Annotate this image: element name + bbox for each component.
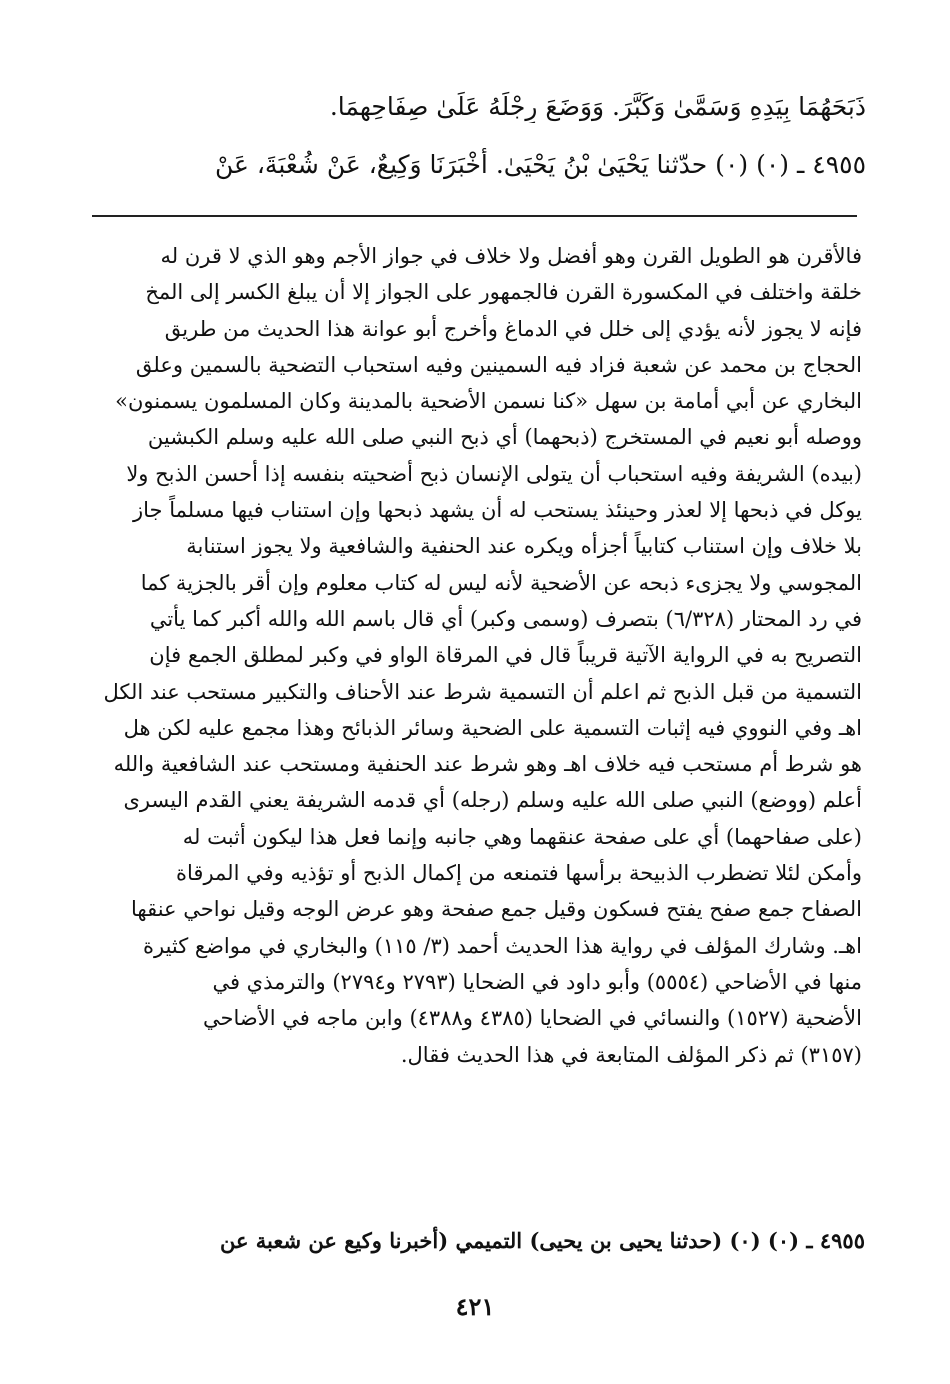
commentary-line: فالأقرن هو الطويل القرن وهو أفضل ولا خلاف في جواز الأجم وهو الذي لا قرن له — [160, 244, 862, 268]
commentary-line: (٣١٥٧) ثم ذكر المؤلف المتابعة في هذا الحديث فقال. — [400, 1042, 862, 1067]
commentary-line: خلقة واختلف في المكسورة القرن فالجمهور على الجواز إلا أن يبلغ الكسر إلى المخ — [145, 280, 862, 305]
commentary-line: هو شرط أم مستحب فيه خلاف اهـ وهو شرط عند الحنفية ومستحب عند الشافعية والله — [113, 752, 862, 777]
commentary-line: التصريح به في الرواية الآتية قريباً قال في المرقاة الواو في وكبر لمطلق الجمع فإن — [149, 643, 862, 668]
commentary-line: فإنه لا يجوز لأنه يؤدي إلى خلل في الدماغ وأخرج أبو عوانة هذا الحديث من طريق — [164, 316, 862, 341]
commentary-line: اهـ وفي النووي فيه إثبات التسمية على الضحية وسائر الذبائح وهذا مجمع عليه لكن هل — [123, 715, 862, 740]
commentary-line: الصفاح جمع صفح يفتح فسكون وقيل جمع صفحة وهو عرض الوجه وقيل نواحي عنقها — [131, 897, 862, 922]
commentary-line: في رد المحتار (٦/٣٢٨) بتصرف (وسمى وكبر) أي قال باسم الله والله أكبر كما يأتي — [149, 606, 862, 631]
commentary-line: التسمية من قبل الذبح ثم اعلم أن التسمية شرط عند الأحناف والتكبير مستحب عند الكل — [103, 679, 862, 704]
commentary-line: البخاري عن أبي أمامة بن سهل «كنا نسمن الأضحية بالمدينة وكان المسلمون يسمنون» — [115, 389, 862, 414]
commentary-line: وأمكن لئلا تضطرب الذبيحة برأسها فتمنعه من إكمال الذبح أو تؤذيه وفي المرقاة — [176, 861, 862, 886]
commentary-line: الحجاج بن محمد عن شعبة فزاد فيه السمينين وفيه استحباب التضحية بالسمين وعلق — [135, 352, 862, 377]
commentary-line: يوكل في ذبحها إلا لعذر وحينئذ يستحب له أن يشهد ذبحها وإن استناب فيها مسلماً جاز — [133, 498, 862, 523]
commentary-line: (بيده) الشريفة وفيه استحباب أن يتولى الإنسان ذبح أضحيته بنفسه إذا أحسن الذبح ولا — [126, 461, 862, 486]
hadith-text-line-2: ٤٩٥٥ ـ (٠) (٠) حدّثنا يَحْيَىٰ بْنُ يَحْيَىٰ. أَخْبَرَنَا وَكِيعٌ، عَنْ شُعْبَةَ، عَنْ — [214, 150, 866, 179]
separator-line — [92, 215, 857, 217]
commentary-line: (على صفاحهما) أي على صفحة عنقهما وهي جانبه وإنما فعل هذا ليكون أثبت له — [182, 824, 862, 849]
page-number: ٤٢١ — [455, 1292, 495, 1321]
commentary-line: اهـ. وشارك المؤلف في رواية هذا الحديث أحمد (٣/ ١١٥) والبخاري في مواضع كثيرة — [142, 933, 862, 958]
commentary-line: الأضحية (١٥٢٧) والنسائي في الضحايا (٤٣٨٥ و٤٣٨٨) وابن ماجه في الأضاحي — [203, 1006, 862, 1031]
commentary-line: ووصله أبو نعيم في المستخرج (ذبحهما) أي ذبح النبي صلى الله عليه وسلم الكبشين — [147, 425, 862, 450]
next-hadith-heading: ٤٩٥٥ ـ (٠) (٠) (حدثنا يحيى بن يحيى) التميمي (أخبرنا وكيع عن شعبة عن — [219, 1228, 865, 1253]
commentary-line: المجوسي ولا يجزىء ذبحه عن الأضحية لأنه ليس له كتاب معلوم وإن أقر بالجزية كما — [140, 570, 862, 595]
commentary-line: منها في الأضاحي (٥٥٥٤) وأبو داود في الضحايا (٢٧٩٣ و٢٧٩٤) والترمذي في — [212, 969, 862, 994]
commentary-block — [92, 238, 862, 1073]
commentary-line: بلا خلاف وإن استناب كتابياً أجزأه ويكره عند الحنفية والشافعية ولا يجوز استنابة — [186, 534, 862, 559]
commentary-line: أعلم (ووضع) النبي صلى الله عليه وسلم (رجله) أي قدمه الشريفة يعني القدم اليسرى — [123, 788, 862, 813]
hadith-text-line-1: ذَبَحَهُمَا بِيَدِهِ وَسَمَّىٰ وَكَبَّرَ. وَوَضَعَ رِجْلَهُ عَلَىٰ صِفَاحِهِمَا. — [329, 92, 866, 121]
